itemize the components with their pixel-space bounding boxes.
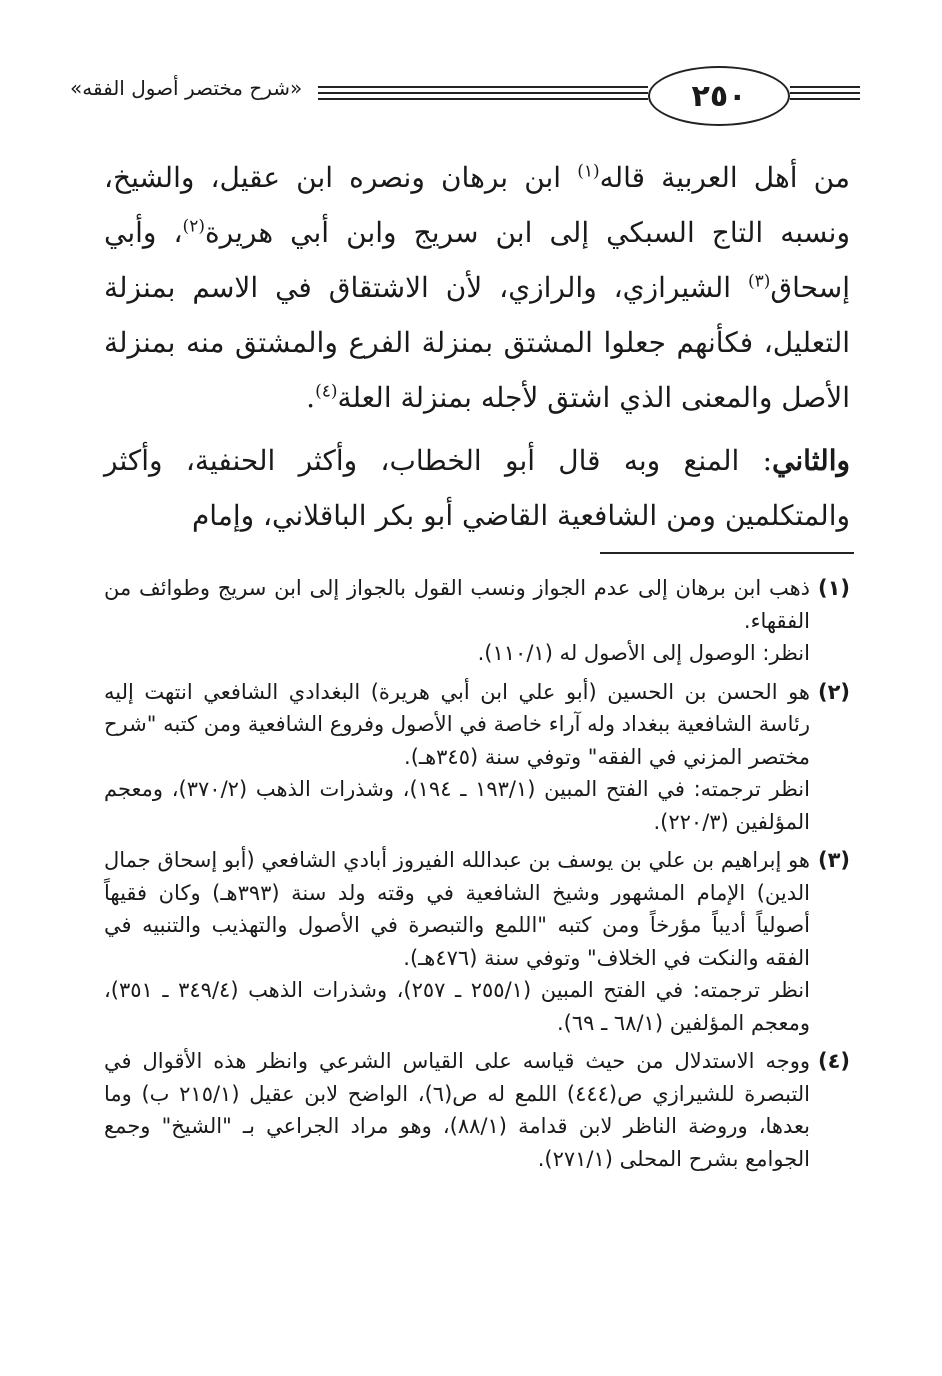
running-title: «شرح مختصر أصول الفقه» xyxy=(70,76,303,100)
paragraph xyxy=(104,150,850,425)
header-rule xyxy=(318,86,648,88)
footnote-ref[interactable]: (٤) xyxy=(315,381,338,402)
footnote-ref[interactable]: (١) xyxy=(577,161,600,182)
text-run: ، وأبي إسحاق xyxy=(104,216,850,304)
footnote-body xyxy=(104,844,810,1039)
footnote-body xyxy=(104,1045,810,1175)
text-run: . xyxy=(306,381,316,414)
footnote-ref[interactable]: (٢) xyxy=(182,216,205,237)
page-number-frame xyxy=(648,66,790,126)
header-rule xyxy=(790,98,860,100)
header-rule xyxy=(318,98,648,100)
footnote-text: ذهب ابن برهان إلى عدم الجواز ونسب القول بالجواز إلى ابن سريج وطوائف من الفقهاء. xyxy=(104,576,810,633)
text-run: ابن برهان ونصره ابن عقيل، والشيخ، ونسبه التاج السبكي إلى ابن سريج وابن أبي هريرة xyxy=(104,161,850,249)
header-rule xyxy=(318,92,648,94)
footnote-text: انظر ترجمته: في الفتح المبين (٢٥٥/١ ـ ٢٥٧)، وشذرات الذهب (٣٤٩/٤ ـ ٣٥١)، ومعجم المؤلفين (٦٨/١ ـ ٦٩). xyxy=(104,978,810,1035)
footnote-separator xyxy=(600,552,854,554)
footnote xyxy=(104,572,850,670)
footnote xyxy=(104,676,850,839)
page-header xyxy=(70,62,860,134)
main-text xyxy=(104,150,850,543)
footnotes xyxy=(104,572,850,1181)
page-number: ٢٥٠ xyxy=(691,78,747,114)
footnote-number: (٢) xyxy=(817,679,850,704)
paragraph xyxy=(104,433,850,543)
footnote-text: انظر: الوصول إلى الأصول له (١١٠/١). xyxy=(477,641,810,665)
footnote xyxy=(104,844,850,1039)
footnote-ref[interactable]: (٣) xyxy=(748,271,771,292)
text-run: الشيرازي، والرازي، لأن الاشتقاق في الاسم بمنزلة التعليل، فكأنهم جعلوا المشتق بمنزلة الفرع والمشتق منه بمنزلة الأصل والمعنى الذي اشتق لأجله بمنزلة العلة xyxy=(104,271,850,414)
text-run: : المنع وبه قال أبو الخطاب، وأكثر الحنفية، وأكثر والمتكلمين ومن الشافعية القاضي أبو بكر الباقلاني، وإمام xyxy=(104,444,850,532)
footnote-number: (١) xyxy=(817,576,850,600)
footnote-text: هو إبراهيم بن علي بن يوسف بن عبدالله الفيروز أبادي الشافعي (أبو إسحاق جمال الدين) الإمام المشهور وشيخ الشافعية في وقته ولد سنة (٣٩٣هـ) وكان فقيهاً أصولياً أديباً مؤرخاً ومن كتبه "اللمع والتبصرة في الأصول والتهذيب والتنبيه في الفقه والنكت في الخلاف" وتوفي سنة (٤٧٦هـ). xyxy=(104,848,810,970)
text-run: من أهل العربية قاله xyxy=(599,161,850,194)
footnote-text: هو الحسن بن الحسين (أبو علي ابن أبي هريرة) البغدادي الشافعي انتهت إليه رئاسة الشافعية ببغداد وله آراء خاصة في الأصول وفروع الشافعية ومن كتبه "شرح مختصر المزني في الفقه" وتوفي سنة (٣٤٥هـ). xyxy=(104,679,810,769)
footnote-text: انظر ترجمته: في الفتح المبين (١٩٣/١ ـ ١٩٤)، وشذرات الذهب (٣٧٠/٢)، ومعجم المؤلفين (٢٢٠/٣). xyxy=(104,777,810,834)
header-rule xyxy=(790,86,860,88)
header-rule xyxy=(790,92,860,94)
footnote-number: (٣) xyxy=(817,848,850,872)
footnote xyxy=(104,1045,850,1175)
footnote-number: (٤) xyxy=(817,1049,850,1073)
bold-lead: والثاني xyxy=(772,444,850,477)
footnote-body xyxy=(104,676,810,839)
footnote-body xyxy=(104,572,810,670)
footnote-text: ووجه الاستدلال من حيث قياسه على القياس الشرعي وانظر هذه الأقوال في التبصرة للشيرازي ص(٤٤٤) اللمع له ص(٦)، الواضح لابن عقيل (٢١٥/١ ب) وما بعدها، وروضة الناظر لابن قدامة (٨٨/١)، وهو مراد الجراعي بـ "الشيخ" وجمع الجوامع بشرح المحلى (٢٧١/١). xyxy=(104,1049,811,1171)
